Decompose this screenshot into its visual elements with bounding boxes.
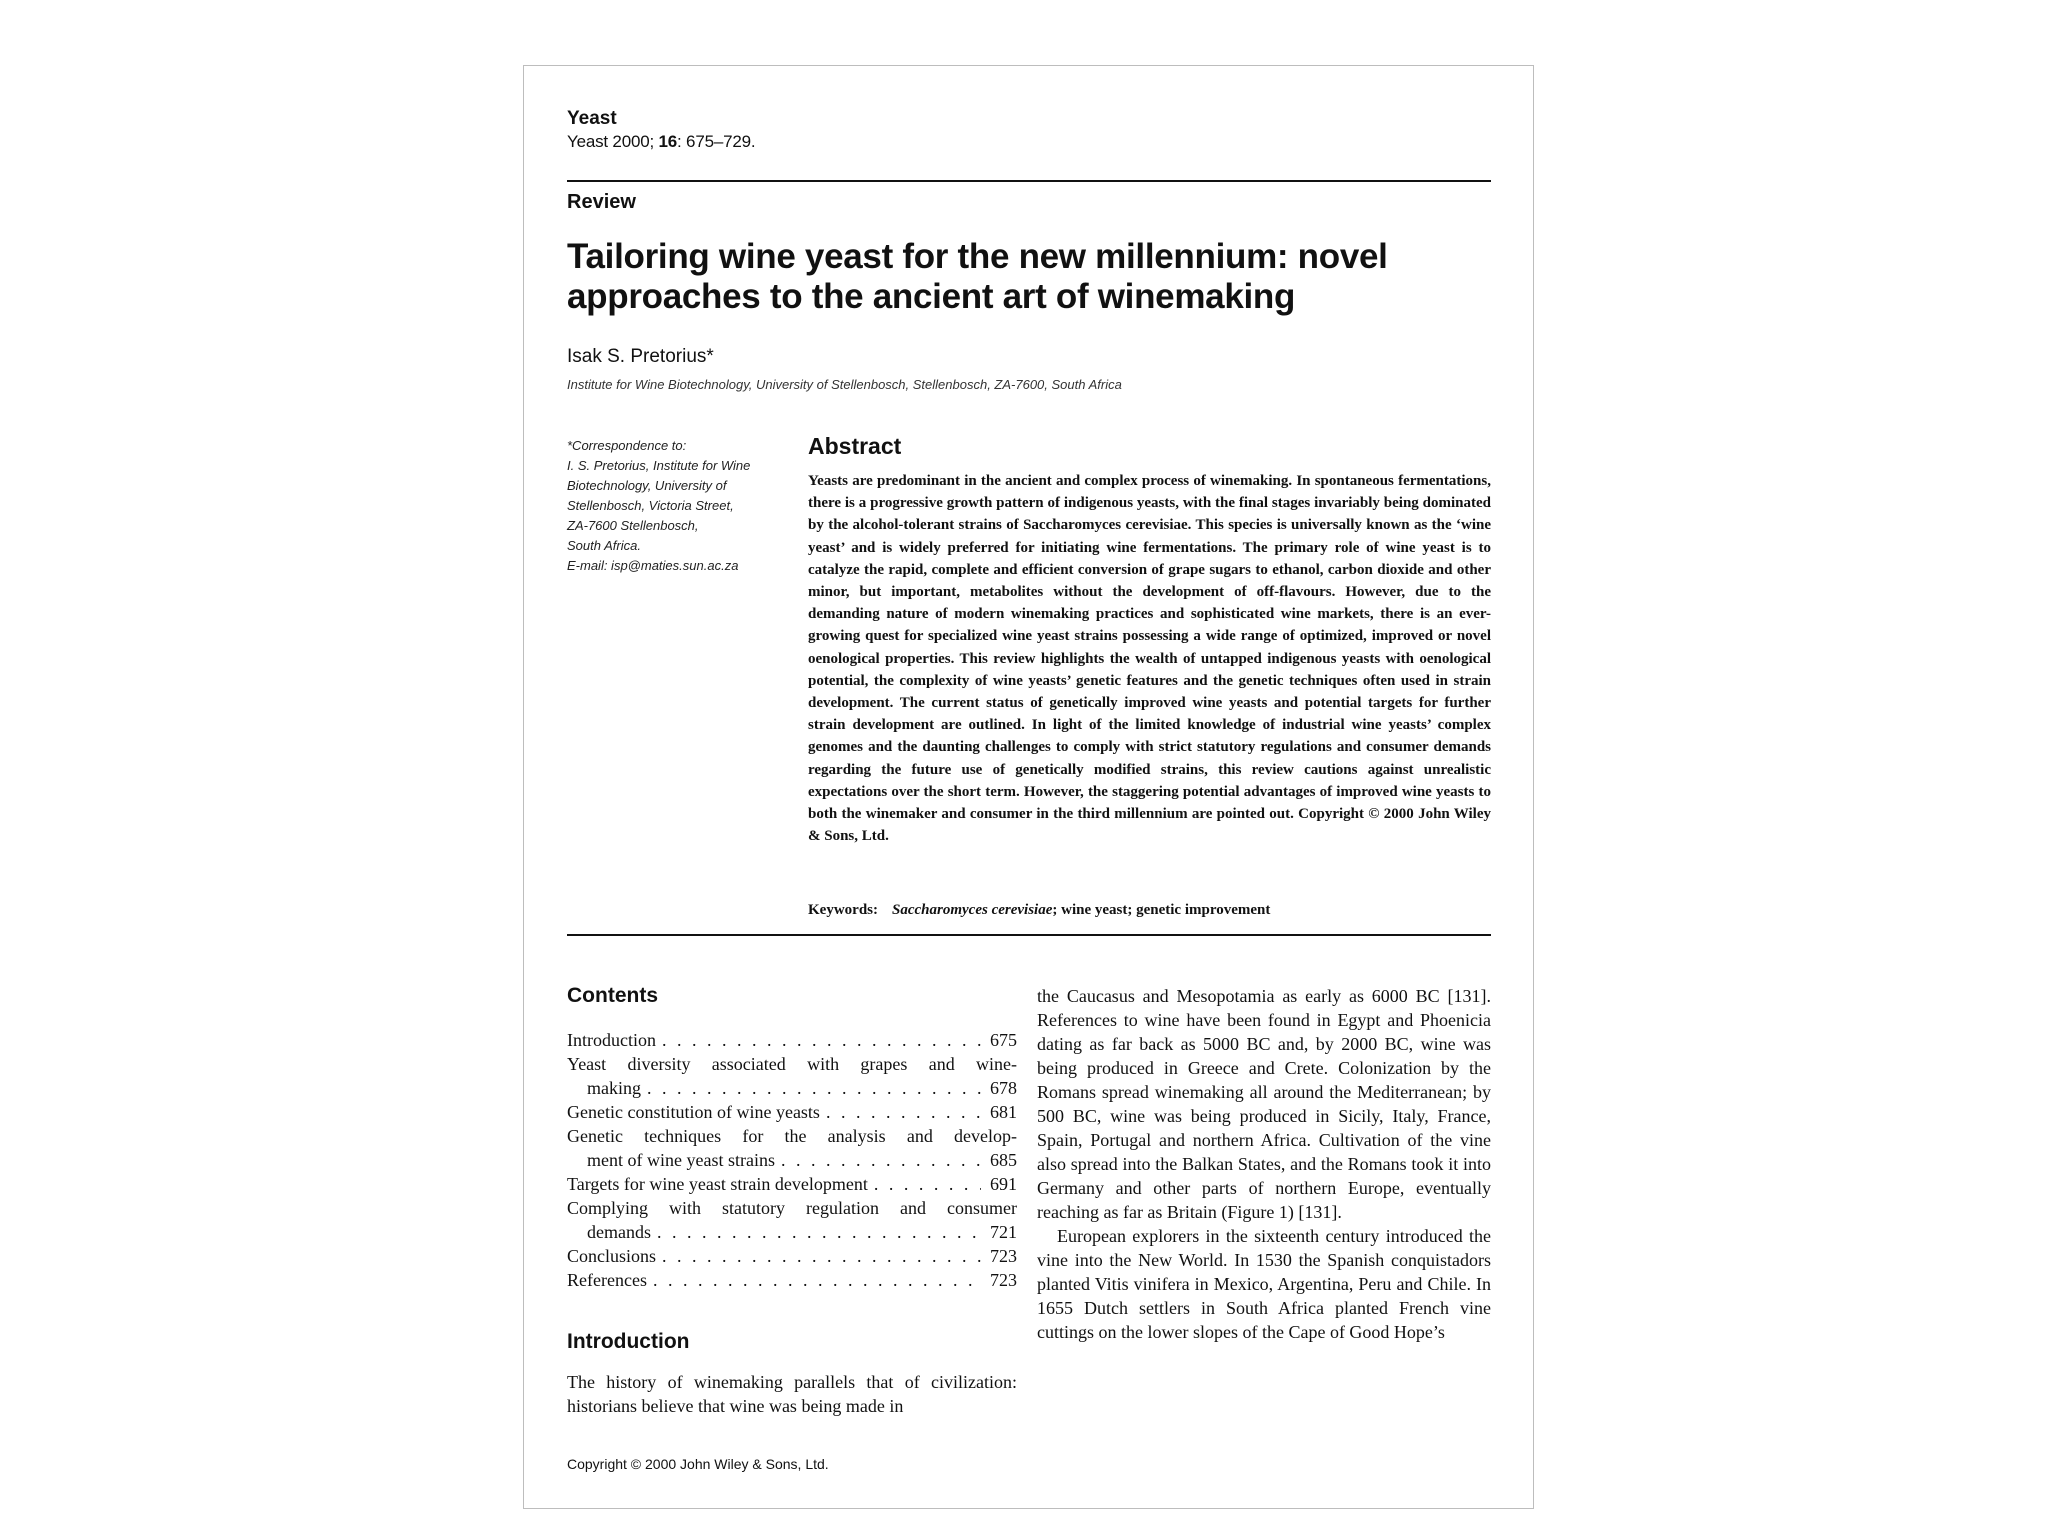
citation-suffix: : 675–729. bbox=[677, 132, 756, 151]
right-column bbox=[1037, 984, 1491, 1344]
abstract-heading: Abstract bbox=[808, 433, 902, 459]
introduction-heading: Introduction bbox=[567, 1330, 690, 1353]
correspondence-line: I. S. Pretorius, Institute for Wine bbox=[567, 458, 751, 473]
toc-entry: demands . . . 721 bbox=[567, 1220, 1017, 1244]
left-column bbox=[567, 984, 1017, 1418]
journal-name: Yeast bbox=[567, 108, 617, 129]
paper-title: Tailoring wine yeast for the new millennium: novel approaches to the ancient art of winemaking bbox=[567, 237, 1388, 316]
keyword-italic: Saccharomyces cerevisiae bbox=[892, 902, 1053, 918]
toc-entry-line1: Genetic techniques for the analysis and develop- bbox=[567, 1126, 1017, 1146]
correspondence-email: E-mail: isp@maties.sun.ac.za bbox=[567, 558, 739, 573]
correspondence-line: ZA-7600 Stellenbosch, bbox=[567, 518, 699, 533]
author-name: Isak S. Pretorius* bbox=[567, 346, 714, 367]
toc-entry: Conclusions . . . 723 bbox=[567, 1244, 1017, 1268]
keywords-rest: ; wine yeast; genetic improvement bbox=[1052, 902, 1271, 918]
author-affiliation: Institute for Wine Biotechnology, University of Stellenbosch, Stellenbosch, ZA-7600, South Africa bbox=[567, 377, 1122, 392]
contents-heading: Contents bbox=[567, 984, 658, 1007]
correspondence-block bbox=[567, 436, 782, 576]
correspondence-line: *Correspondence to: bbox=[567, 438, 687, 453]
toc-entry: Introduction . . . 675 bbox=[567, 1028, 1017, 1052]
correspondence-line: Biotechnology, University of bbox=[567, 478, 727, 493]
citation-volume: 16 bbox=[658, 132, 678, 151]
paper-page bbox=[523, 65, 1534, 1509]
keywords-label: Keywords: bbox=[808, 902, 878, 918]
correspondence-line: South Africa. bbox=[567, 538, 641, 553]
toc-entry: making . . . 678 bbox=[567, 1076, 1017, 1100]
citation-prefix: Yeast 2000; bbox=[567, 132, 659, 151]
toc-entry: ment of wine yeast strains . . . 685 bbox=[567, 1148, 1017, 1172]
toc-entry: Genetic constitution of wine yeasts . . . 681 bbox=[567, 1100, 1017, 1124]
abstract-text: Yeasts are predominant in the ancient and complex process of winemaking. In spontaneous fermentations, there is a progressive growth pattern of indigenous yeasts, with the final stages invariably being dominated by the alcohol-tolerant strains of Saccharomyces cerevisiae. This species is universally known as the ‘wine yeast’ and is widely preferred for initiating wine fermentations. The primary role of wine yeast is to catalyze the rapid, complete and efficient conversion of grape sugars to ethanol, carbon dioxide and other minor, but important, metabolites without the development of off-flavours. However, due to the demanding nature of modern winemaking practices and sophisticated wine markets, there is an ever-growing quest for specialized wine yeast strains possessing a wide range of optimized, improved or novel oenological properties. This review highlights the wealth of untapped indigenous yeasts with oenological potential, the complexity of wine yeasts’ genetic features and the genetic techniques often used in strain development. The current status of genetically improved wine yeasts and potential targets for further strain development are outlined. In light of the limited knowledge of industrial wine yeasts’ complex genomes and the daunting challenges to comply with strict statutory regulations and consumer demands regarding the future use of genetically modified strains, this review cautions against unrealistic expectations over the short term. However, the staggering potential advantages of improved wine yeasts to both the winemaker and consumer in the third millennium are pointed out. Copyright © 2000 John Wiley & Sons, Ltd. bbox=[808, 473, 1491, 845]
toc-entry: Targets for wine yeast strain development . . . 691 bbox=[567, 1172, 1017, 1196]
body-paragraph: the Caucasus and Mesopotamia as early as 6000 BC [131]. References to wine have been found in Egypt and Phoenicia dating as far back as 5000 BC and, by 2000 BC, wine was being produced in Greece and Crete. Colonization by the Romans spread winemaking all around the Mediterranean; by 500 BC, wine was being produced in Sicily, Italy, France, Spain, Portugal and northern Africa. Cultivation of the vine also spread into the Balkan States, and the Romans took it into Germany and other parts of northern Europe, eventually reaching as far as Britain (Figure 1) [131]. bbox=[1037, 986, 1491, 1222]
body-paragraph: European explorers in the sixteenth century introduced the vine into the New World. In 1530 the Spanish conquistadors planted Vitis vinifera in Mexico, Argentina, Peru and Chile. In 1655 Dutch settlers in South Africa planted French vine cuttings on the lower slopes of the Cape of Good Hope’s bbox=[1037, 1226, 1491, 1342]
section-label: Review bbox=[567, 191, 636, 213]
copyright-footer: Copyright © 2000 John Wiley & Sons, Ltd. bbox=[567, 1456, 829, 1472]
journal-citation bbox=[567, 132, 755, 152]
toc-entry-line1: Yeast diversity associated with grapes and wine- bbox=[567, 1054, 1017, 1074]
abstract-rule bbox=[567, 934, 1491, 936]
header-rule bbox=[567, 180, 1491, 182]
toc-entry: References . . . 723 bbox=[567, 1268, 1017, 1292]
correspondence-line: Stellenbosch, Victoria Street, bbox=[567, 498, 734, 513]
toc-entry-line1: Complying with statutory regulation and consumer bbox=[567, 1198, 1017, 1218]
keywords bbox=[808, 902, 1491, 919]
introduction-text: The history of winemaking parallels that of civilization: historians believe that wine was being made in bbox=[567, 1372, 1017, 1416]
